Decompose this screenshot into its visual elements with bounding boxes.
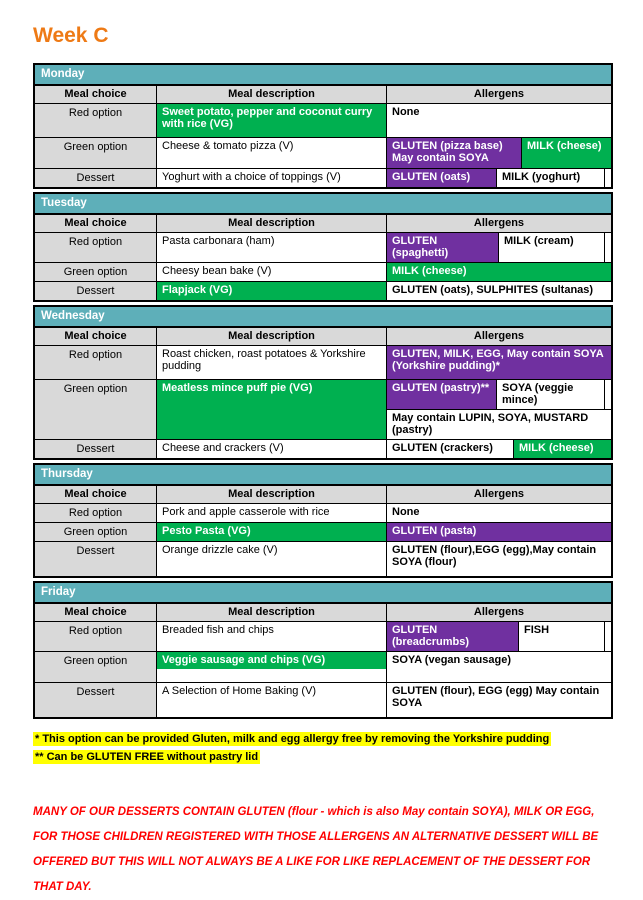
- meal-description-cell: Breaded fish and chips: [157, 622, 387, 651]
- allergens-cell: [387, 233, 611, 262]
- meal-description-cell: Pasta carbonara (ham): [157, 233, 387, 262]
- meal-choice-cell: Dessert: [35, 169, 157, 187]
- column-header-meal-description: Meal description: [157, 215, 387, 232]
- column-header-meal-choice: Meal choice: [35, 486, 157, 503]
- menu-table-monday: [33, 63, 613, 189]
- allergens-cell: [387, 542, 611, 576]
- footnote-gluten-free-pastry: ** Can be GLUTEN FREE without pastry lid: [35, 751, 259, 763]
- meal-row-green-option: [35, 138, 611, 169]
- meal-choice-cell: Green option: [35, 138, 157, 168]
- allergen-segment: MILK (yoghurt): [497, 169, 605, 187]
- column-header-meal-choice: Meal choice: [35, 86, 157, 103]
- footnote-yorkshire-pudding: * This option can be provided Gluten, milk and egg allergy free by removing the Yorkshire pudding: [35, 733, 550, 745]
- meal-row-red-option: [35, 104, 611, 138]
- meal-choice-cell: Dessert: [35, 542, 157, 576]
- menu-table-thursday: [33, 463, 613, 578]
- meal-description-cell: Flapjack (VG): [157, 282, 387, 300]
- allergen-segment: MILK (cheese): [387, 263, 611, 281]
- allergen-segment: SOYA (vegan sausage): [392, 654, 512, 666]
- day-header: Friday: [35, 583, 611, 604]
- allergens-cell: [387, 346, 611, 379]
- allergen-segment: GLUTEN, MILK, EGG, May contain SOYA (Yorkshire pudding)*: [387, 346, 611, 379]
- meal-row-dessert: [35, 683, 611, 717]
- meal-choice-cell: Dessert: [35, 683, 157, 717]
- meal-row-red-option: [35, 346, 611, 380]
- meal-choice-cell: Green option: [35, 263, 157, 281]
- allergens-cell: [387, 263, 611, 281]
- meal-description-highlight: Veggie sausage and chips (VG): [157, 652, 386, 669]
- allergens-cell: [387, 138, 611, 168]
- meal-row-green-option: [35, 652, 611, 683]
- meal-description-cell: Cheese & tomato pizza (V): [157, 138, 387, 168]
- allergen-segment: GLUTEN (oats): [387, 169, 497, 187]
- menu-table-friday: [33, 581, 613, 719]
- allergens-cell: [387, 104, 611, 137]
- allergen-segment: MILK (cheese): [522, 138, 611, 168]
- footnote-line: [33, 731, 615, 748]
- meal-description-cell: Yoghurt with a choice of toppings (V): [157, 169, 387, 187]
- column-header-meal-description: Meal description: [157, 86, 387, 103]
- menu-table-tuesday: [33, 192, 613, 302]
- allergens-cell: [387, 683, 611, 717]
- allergen-segment: GLUTEN (spaghetti): [387, 233, 499, 262]
- meal-row-dessert: [35, 169, 611, 187]
- column-header-row: [35, 604, 611, 622]
- meal-row-red-option: [35, 622, 611, 652]
- column-header-row: [35, 328, 611, 346]
- column-header-allergens: Allergens: [387, 604, 611, 621]
- day-header: Wednesday: [35, 307, 611, 328]
- meal-choice-cell: Green option: [35, 652, 157, 682]
- allergens-cell: [387, 169, 611, 187]
- allergens-cell: [387, 622, 611, 651]
- column-header-allergens: Allergens: [387, 86, 611, 103]
- column-header-meal-choice: Meal choice: [35, 604, 157, 621]
- allergens-cell: [387, 440, 611, 458]
- page-title: Week C: [33, 24, 109, 47]
- meal-description-cell: Roast chicken, roast potatoes & Yorkshire pudding: [157, 346, 387, 379]
- meal-description-cell: Cheese and crackers (V): [157, 440, 387, 458]
- meal-description-cell: Sweet potato, pepper and coconut curry with rice (VG): [157, 104, 387, 137]
- meal-choice-cell: Green option: [35, 523, 157, 541]
- allergens-cell: [387, 282, 611, 300]
- allergens-cell: [387, 523, 611, 541]
- allergen-segment: MILK (cheese): [514, 440, 611, 458]
- meal-description-cell: Pesto Pasta (VG): [157, 523, 387, 541]
- meal-row-dessert: [35, 282, 611, 300]
- meal-description-cell: Cheesy bean bake (V): [157, 263, 387, 281]
- meal-choice-cell: Green option: [35, 380, 157, 439]
- meal-row-green-option: [35, 263, 611, 282]
- meal-row-green-option: [35, 523, 611, 542]
- meal-choice-cell: Red option: [35, 346, 157, 379]
- column-header-allergens: Allergens: [387, 328, 611, 345]
- allergens-cell: [387, 380, 611, 439]
- allergen-segment: GLUTEN (oats), SULPHITES (sultanas): [392, 284, 594, 296]
- column-header-meal-description: Meal description: [157, 604, 387, 621]
- allergen-segment: GLUTEN (flour),EGG (egg),May contain SOYA (flour): [392, 544, 597, 568]
- dessert-disclaimer: MANY OF OUR DESSERTS CONTAIN GLUTEN (flour - which is also May contain SOYA), MILK OR EGG, FOR THOSE CHILDREN REGISTERED WITH THOSE ALLERGENS AN ALTERNATIVE DESSERT WILL BE OFFERED BUT THIS WILL NOT ALWAYS BE A LIKE FOR LIKE REPLACEMENT OF THE DESSERT FOR THAT DAY.: [33, 806, 599, 893]
- allergens-cell: [387, 652, 611, 682]
- meal-choice-cell: Dessert: [35, 440, 157, 458]
- column-header-row: [35, 86, 611, 104]
- meal-description-cell: A Selection of Home Baking (V): [157, 683, 387, 717]
- allergen-segment: None: [392, 106, 420, 118]
- column-header-meal-description: Meal description: [157, 328, 387, 345]
- allergen-segment: May contain LUPIN, SOYA, MUSTARD (pastry): [392, 412, 589, 436]
- allergen-segment: GLUTEN (breadcrumbs): [387, 622, 519, 651]
- column-header-meal-description: Meal description: [157, 486, 387, 503]
- meal-row-green-option: [35, 380, 611, 440]
- day-header: Thursday: [35, 465, 611, 486]
- menu-table-wednesday: [33, 305, 613, 460]
- allergen-segment: SOYA (veggie mince): [497, 380, 605, 409]
- meal-description-cell: [157, 652, 387, 682]
- column-header-meal-choice: Meal choice: [35, 328, 157, 345]
- meal-choice-cell: Red option: [35, 622, 157, 651]
- allergen-segment: GLUTEN (pizza base) May contain SOYA: [387, 138, 522, 168]
- meal-choice-cell: Red option: [35, 233, 157, 262]
- footnote-line: [33, 749, 615, 766]
- meal-row-dessert: [35, 542, 611, 576]
- day-header: Tuesday: [35, 194, 611, 215]
- meal-row-dessert: [35, 440, 611, 458]
- allergen-segment: GLUTEN (crackers): [387, 440, 514, 458]
- allergen-subrow: [387, 410, 611, 439]
- allergen-segment: None: [392, 506, 420, 518]
- meal-row-red-option: [35, 504, 611, 523]
- column-header-row: [35, 215, 611, 233]
- day-header: Monday: [35, 65, 611, 86]
- meal-choice-cell: Red option: [35, 504, 157, 522]
- meal-choice-cell: Dessert: [35, 282, 157, 300]
- meal-description-cell: Meatless mince puff pie (VG): [157, 380, 387, 439]
- column-header-allergens: Allergens: [387, 215, 611, 232]
- meal-description-cell: Pork and apple casserole with rice: [157, 504, 387, 522]
- meal-description-cell: Orange drizzle cake (V): [157, 542, 387, 576]
- allergen-segment: GLUTEN (pastry)**: [387, 380, 497, 409]
- allergen-segment: GLUTEN (flour), EGG (egg) May contain SOYA: [392, 685, 600, 709]
- meal-choice-cell: Red option: [35, 104, 157, 137]
- column-header-meal-choice: Meal choice: [35, 215, 157, 232]
- column-header-row: [35, 486, 611, 504]
- column-header-allergens: Allergens: [387, 486, 611, 503]
- allergens-cell: [387, 504, 611, 522]
- allergen-segment: FISH: [519, 622, 605, 651]
- allergen-segment: MILK (cream): [499, 233, 605, 262]
- allergen-segment: GLUTEN (pasta): [387, 523, 611, 541]
- allergen-subrow: [387, 380, 611, 410]
- footnotes: [33, 731, 615, 766]
- meal-row-red-option: [35, 233, 611, 263]
